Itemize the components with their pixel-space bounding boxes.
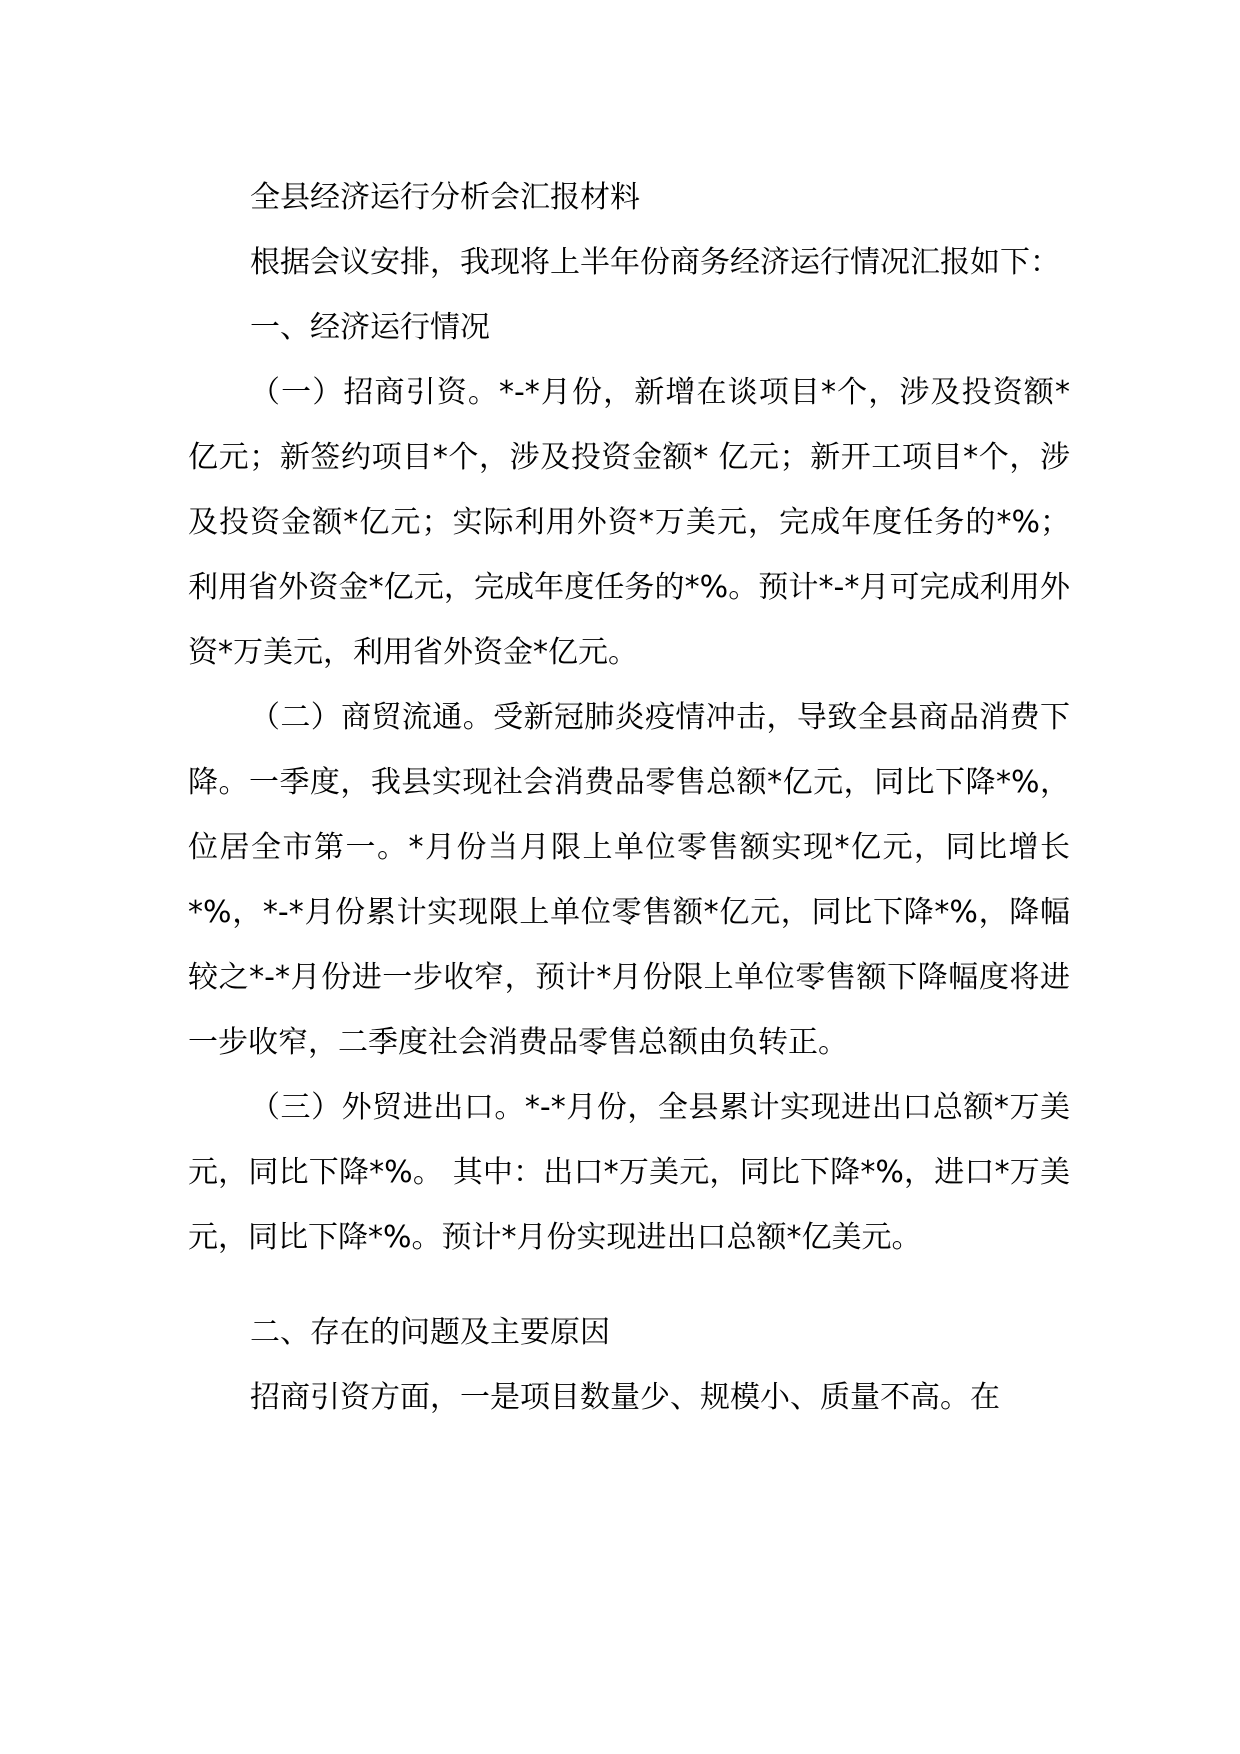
paragraph-investment-problems: 招商引资方面，一是项目数量少、规模小、质量不高。在 — [250, 1380, 1000, 1415]
section-spacer — [188, 1270, 1070, 1300]
intro-paragraph: 根据会议安排，我现将上半年份商务经济运行情况汇报如下： — [250, 245, 1060, 280]
section-heading-problems: 二、存在的问题及主要原因 — [250, 1315, 610, 1350]
paragraph-foreign-trade: （三）外贸进出口。*-*月份，全县累计实现进出口总额*万美元，同比下降*%。 其中：出口*万美元，同比下降*%，进口*万美元，同比下降*%。预计*月份实现进出口总额*亿美元。 — [188, 1090, 1070, 1255]
document-title: 全县经济运行分析会汇报材料 — [250, 180, 640, 215]
paragraph-commerce-circulation: （二）商贸流通。受新冠肺炎疫情冲击，导致全县商品消费下降。一季度，我县实现社会消费品零售总额*亿元，同比下降*%，位居全市第一。*月份当月限上单位零售额实现*亿元，同比增长*%，*-*月份累计实现限上单位零售额*亿元，同比下降*%，降幅较之*-*月份进一步收窄，预计*月份限上单位零售额下降幅度将进一步收窄，二季度社会消费品零售总额由负转正。 — [188, 700, 1070, 1060]
document-body — [188, 165, 1070, 1430]
paragraph-investment-attraction: （一）招商引资。*-*月份，新增在谈项目*个，涉及投资额*亿元；新签约项目*个，涉及投资金额* 亿元；新开工项目*个，涉及投资金额*亿元；实际利用外资*万美元，完成年度任务的*%；利用省外资金*亿元，完成年度任务的*%。预计*-*月可完成利用外资*万美元，利用省外资金*亿元。 — [188, 375, 1070, 670]
section-heading-economic-operation: 一、经济运行情况 — [250, 310, 490, 345]
